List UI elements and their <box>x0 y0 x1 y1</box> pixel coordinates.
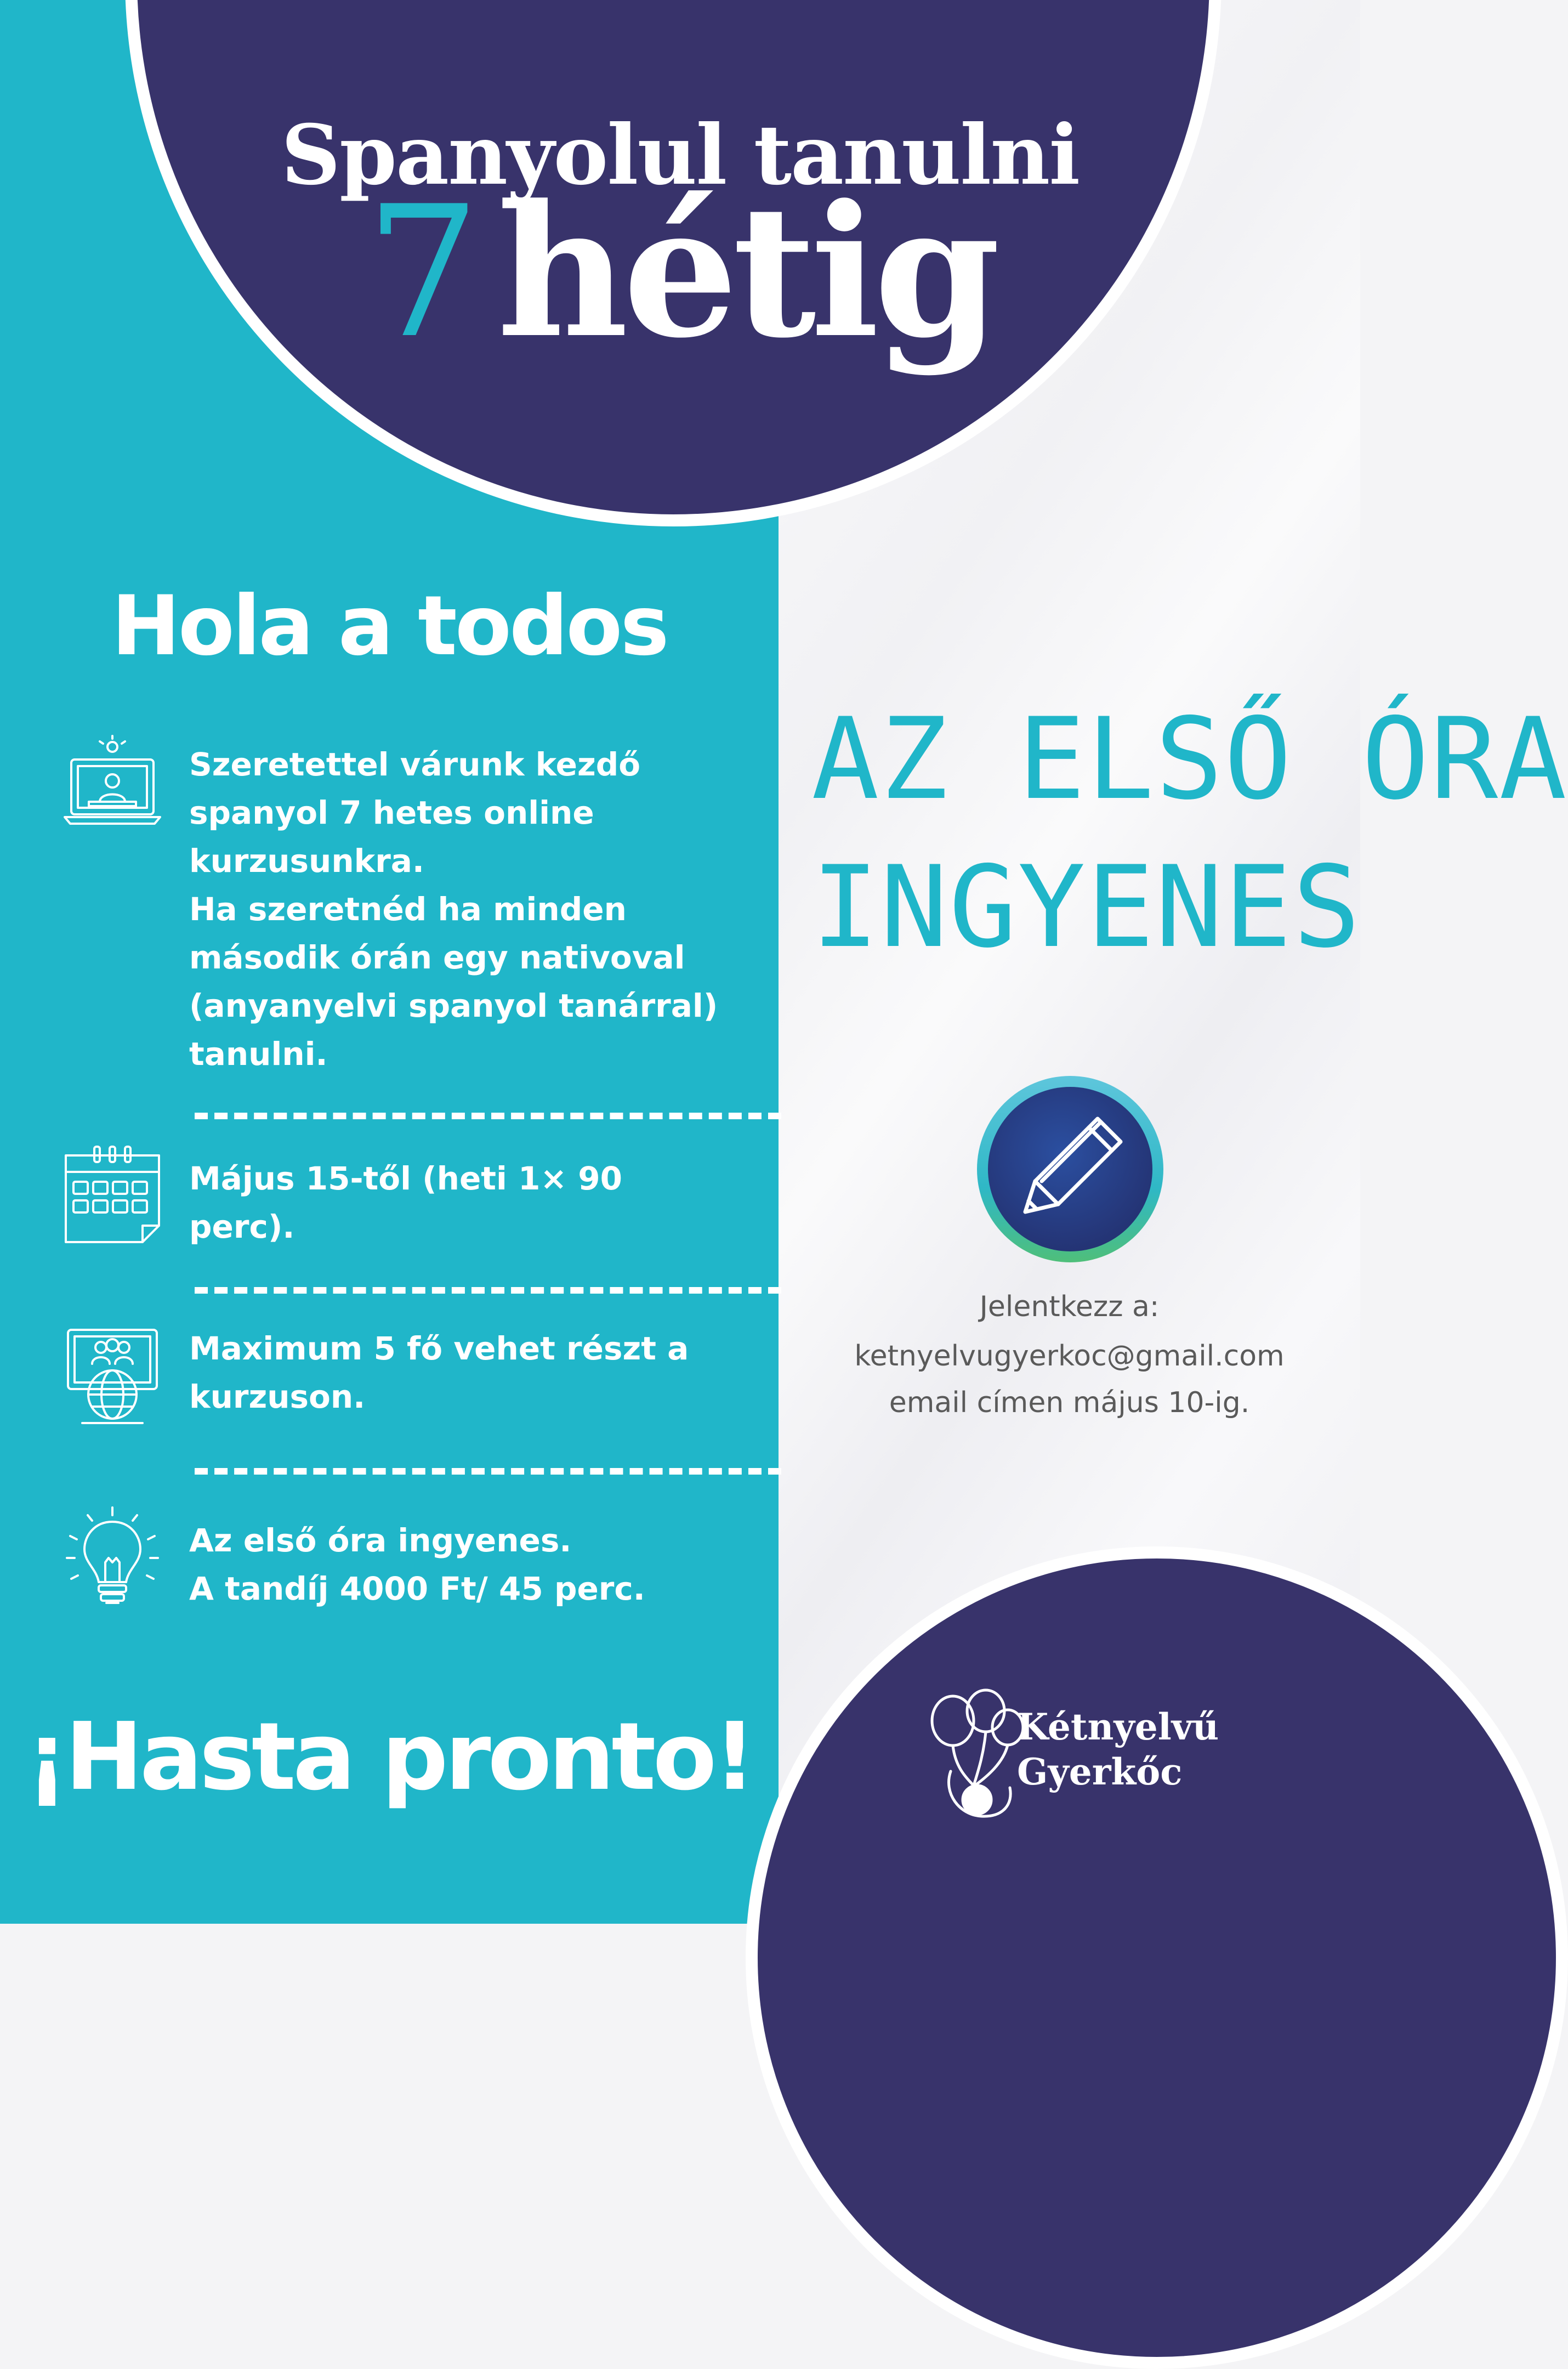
online-teacher-icon <box>60 735 164 839</box>
farewell-heading: ¡Hasta pronto! <box>26 1703 753 1811</box>
info-line: A tandíj 4000 Ft/ 45 perc. <box>189 1570 645 1607</box>
info-line: perc). <box>189 1208 295 1245</box>
logo-text-line-2: Gyerkőc <box>1017 1750 1183 1793</box>
logo-text-line-1: Kétnyelvű <box>1017 1705 1219 1748</box>
info-line: Ha szeretnéd ha minden <box>189 891 627 928</box>
title-line-2 <box>0 165 1360 378</box>
contact-email[interactable]: ketnyelvugyerkoc@gmail.com <box>854 1340 1285 1373</box>
group-globe-icon <box>60 1324 164 1429</box>
calendar-icon <box>60 1143 164 1248</box>
contact-intro: Jelentkezz a: <box>979 1290 1160 1323</box>
contact-deadline: email címen május 10-ig. <box>889 1386 1250 1419</box>
title-number: 7 <box>365 167 475 378</box>
divider <box>195 1468 781 1475</box>
info-line: Szeretettel várunk kezdő <box>189 746 641 783</box>
promo-line-1: AZ ELSŐ ÓRA <box>811 694 1568 825</box>
info-block-group-size <box>189 1324 765 1421</box>
info-block-schedule <box>189 1154 765 1251</box>
divider <box>195 1287 781 1294</box>
lightbulb-icon <box>60 1505 164 1609</box>
free-first-lesson-promo <box>811 685 1568 982</box>
info-line: kurzuson. <box>189 1378 366 1415</box>
info-line: spanyol 7 hetes online <box>189 794 594 831</box>
title-word: hétig <box>497 165 995 378</box>
info-line: (anyanyelvi spanyol tanárral) <box>189 987 718 1024</box>
info-line: Az első óra ingyenes. <box>189 1522 572 1559</box>
pencil-icon <box>976 1075 1165 1264</box>
divider <box>195 1113 781 1119</box>
greeting-heading: Hola a todos <box>111 579 667 674</box>
info-line: kurzusunkra. <box>189 842 424 880</box>
info-block-price <box>189 1516 765 1613</box>
info-line: tanulni. <box>189 1035 328 1073</box>
info-line: Május 15-től (heti 1× 90 <box>189 1160 622 1197</box>
footer-circle <box>746 1546 1568 2369</box>
info-line: második órán egy nativoval <box>189 939 685 976</box>
promo-line-2: INGYENES <box>811 842 1362 973</box>
info-block-course <box>189 740 765 1078</box>
title-line-1: Spanyolul tanulni <box>281 107 1080 203</box>
info-line: Maximum 5 fő vehet részt a <box>189 1330 689 1367</box>
